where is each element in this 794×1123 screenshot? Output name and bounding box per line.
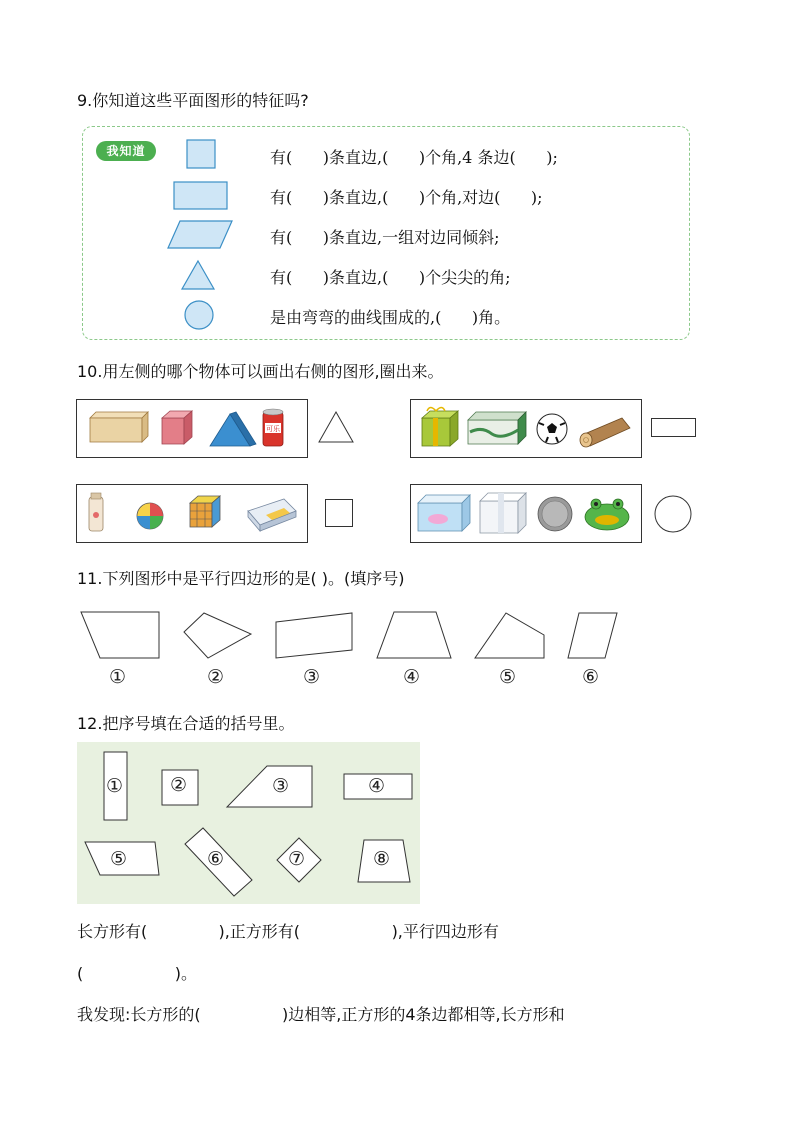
q12-answer-line-1: 长方形有( ),正方形有( ),平行四边形有 [77, 922, 499, 941]
square-shape [187, 140, 215, 168]
q9-title: 9.你知道这些平面图形的特征吗? [77, 91, 309, 110]
triangle-shape [182, 261, 214, 289]
q11-label-1: ① [109, 666, 127, 688]
soccer-ball-icon [537, 414, 567, 444]
q11-label-4: ④ [403, 666, 421, 688]
q11-shape-4 [377, 612, 451, 658]
q10-target-circle [653, 495, 693, 535]
can-icon [263, 409, 283, 446]
carton-box-icon [418, 495, 470, 531]
q11-shapes [76, 608, 636, 664]
coin-icon [538, 497, 572, 531]
q11-label-6: ⑥ [582, 666, 600, 688]
q9-line-circle: 是由弯弯的曲线围成的,( )角。 [270, 308, 511, 327]
parallelogram-shape [168, 221, 232, 248]
q11-shape-3 [276, 613, 352, 658]
q12-label-6: ⑥ [207, 848, 225, 870]
q9-line-square: 有( )条直边,( )个角,4 条边( ); [270, 148, 558, 167]
eraser-box-icon [248, 499, 296, 531]
q12-shapes [77, 742, 420, 904]
rubiks-cube-icon [190, 496, 220, 527]
triangular-prism-icon [210, 412, 256, 446]
q11-label-3: ③ [303, 666, 321, 688]
q12-label-1: ① [106, 775, 124, 797]
rectangle-shape [174, 182, 227, 209]
q11-shape-2 [184, 613, 251, 658]
circle-shape [185, 301, 213, 329]
q12-label-3: ③ [272, 775, 290, 797]
q10-target-triangle [316, 409, 356, 445]
q12-label-7: ⑦ [288, 848, 306, 870]
q10-objects-c [80, 487, 305, 541]
frog-toy-icon [585, 499, 629, 530]
bottle-icon [89, 493, 103, 531]
gift-box-icon [422, 408, 458, 447]
q11-label-2: ② [207, 666, 225, 688]
q12-title: 12.把序号填在合适的括号里。 [77, 714, 295, 733]
q12-label-8: ⑧ [373, 848, 391, 870]
q10-title: 10.用左侧的哪个物体可以画出右侧的图形,圈出来。 [77, 362, 444, 381]
q9-shapes [160, 135, 250, 335]
q12-shape-3 [227, 766, 312, 807]
log-icon [580, 418, 630, 447]
beach-ball-icon [137, 503, 163, 529]
q10-objects-b [414, 402, 639, 456]
cube-icon [162, 411, 192, 444]
q12-answer-line-2: ( )。 [77, 964, 198, 983]
can-label: 可乐 [266, 425, 280, 433]
q10-objects-a [80, 402, 305, 456]
green-box-icon [468, 412, 526, 444]
shoebox-icon [90, 412, 148, 442]
q12-label-2: ② [170, 774, 188, 796]
q11-shape-1 [81, 612, 159, 658]
q9-line-parallelogram: 有( )条直边,一组对边同倾斜; [270, 228, 500, 247]
q12-answer-line-3: 我发现:长方形的( )边相等,正方形的4条边都相等,长方形和 [77, 1005, 565, 1024]
q9-badge: 我知道 [96, 141, 156, 161]
q11-label-5: ⑤ [499, 666, 517, 688]
q11-title: 11.下列图形中是平行四边形的是( )。(填序号) [77, 569, 405, 588]
q9-line-triangle: 有( )条直边,( )个尖尖的角; [270, 268, 511, 287]
q12-label-4: ④ [368, 775, 386, 797]
q11-shape-6 [568, 613, 617, 658]
q10-target-square [325, 499, 353, 527]
q11-shape-5 [475, 613, 544, 658]
q12-label-5: ⑤ [110, 848, 128, 870]
q10-target-rectangle [651, 418, 696, 437]
q10-objects-d [414, 487, 639, 541]
q9-line-rectangle: 有( )条直边,( )个角,对边( ); [270, 188, 543, 207]
white-box-icon [480, 493, 526, 533]
